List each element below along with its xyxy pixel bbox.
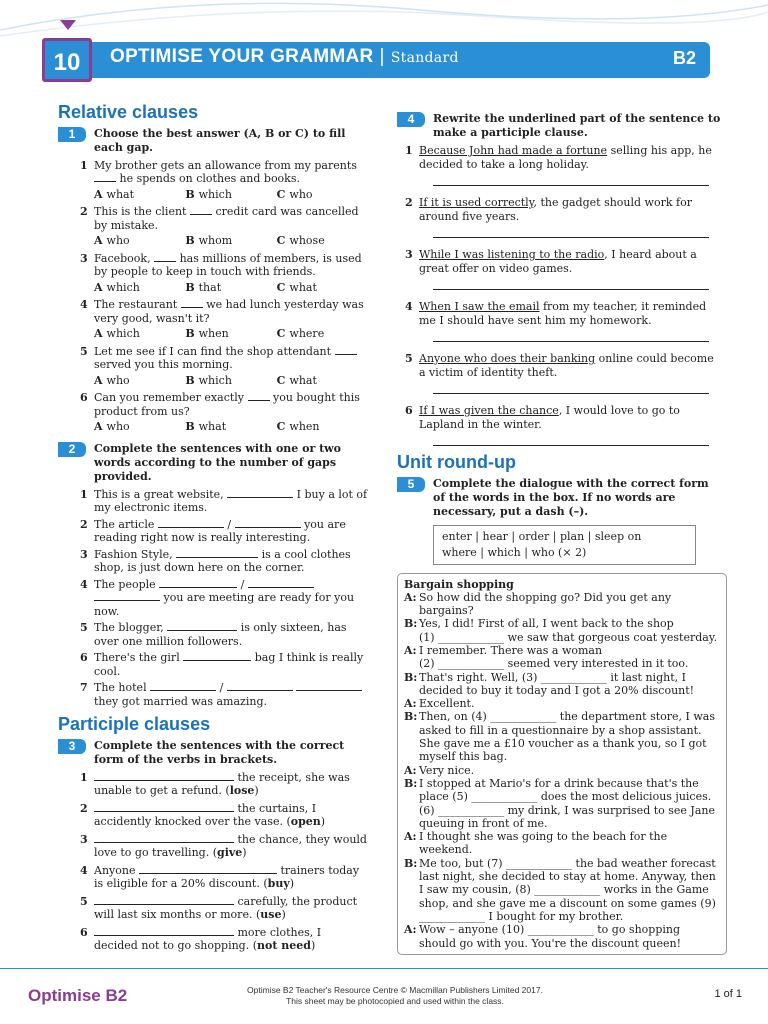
speaker-label: A: <box>404 923 417 937</box>
question-post: has millions of members, is used by people to keep in touch with friends. <box>94 251 362 278</box>
speaker-label: B: <box>404 776 418 790</box>
dialogue-line <box>404 923 720 950</box>
answer-gap[interactable] <box>94 591 160 601</box>
dialogue-title: Bargain shopping <box>404 577 514 591</box>
dialogue-text: So how did the shopping go? Did you get any bargains? <box>419 590 672 618</box>
dialogue-line <box>404 710 720 763</box>
question-item <box>58 298 368 325</box>
question-rest: , the gadget should work for around five years. <box>419 196 692 223</box>
exercise-instruction: Complete the sentences with the correct form of the verbs in brackets. <box>94 738 345 766</box>
option <box>185 374 276 388</box>
question-pre: The restaurant <box>94 298 178 311</box>
option-text: where <box>289 327 325 340</box>
verb-prompt: buy <box>267 877 290 890</box>
question-number: 7 <box>80 681 88 694</box>
option-letter: B <box>185 234 195 247</box>
answer-gap[interactable] <box>335 345 357 355</box>
exercise-number: 1 <box>58 127 86 142</box>
speaker-label: B: <box>404 856 418 870</box>
dialogue-line <box>404 657 720 670</box>
page-title <box>110 46 459 68</box>
question-item <box>397 352 722 379</box>
answer-gap[interactable] <box>154 252 176 262</box>
question-item <box>397 300 722 327</box>
question-text <box>419 404 722 431</box>
question-number: 4 <box>80 298 88 311</box>
option-text: what <box>106 187 135 201</box>
option <box>94 327 185 341</box>
answer-gap[interactable] <box>94 833 234 843</box>
dialogue-line <box>404 644 720 657</box>
option-letter: A <box>94 373 103 387</box>
option-letter: C <box>276 280 286 294</box>
question-number: 3 <box>80 251 88 265</box>
option-text: who <box>289 187 313 201</box>
question-pre: Let me see if I can find the shop attendant <box>94 344 332 358</box>
verb-prompt: use <box>260 908 282 921</box>
speaker-label: A: <box>404 697 417 711</box>
option-text: what <box>289 280 317 294</box>
option-letter: A <box>94 234 103 247</box>
question-text <box>94 391 368 418</box>
question-text <box>94 205 368 232</box>
question-text <box>419 248 722 275</box>
answer-line[interactable] <box>433 177 709 186</box>
answer-gap[interactable] <box>181 298 203 308</box>
question-text <box>419 300 722 327</box>
exercise-4-header <box>397 112 722 140</box>
exercise-1-items <box>58 159 368 434</box>
question-text <box>94 298 368 325</box>
exercise-number: 5 <box>397 477 425 492</box>
answer-gap[interactable] <box>296 681 362 691</box>
question-item <box>58 926 368 953</box>
underlined-part: Because John had made a fortune <box>419 144 608 157</box>
question-post: is a cool clothes shop, is just down here on the corner. <box>94 547 351 574</box>
question-post: we had lunch yesterday was very good, wasn't it? <box>94 298 364 325</box>
exercise-3-items <box>58 771 368 953</box>
dialogue-line <box>404 671 720 698</box>
unit-marker-icon <box>60 20 76 30</box>
question-item <box>58 345 368 372</box>
option <box>277 281 368 295</box>
question-item <box>58 518 368 545</box>
answer-gap[interactable] <box>190 205 212 215</box>
word-box-row: where | which | who (× 2) <box>442 545 587 559</box>
option <box>185 234 276 248</box>
question-number: 5 <box>80 894 88 908</box>
underlined-part: If it is used correctly <box>419 196 534 209</box>
option <box>94 374 185 388</box>
exercise-5-header <box>397 477 722 519</box>
speaker-label: B: <box>404 710 418 724</box>
question-item <box>58 578 368 619</box>
dialogue-line <box>404 777 720 830</box>
exercise-2-header <box>58 442 368 484</box>
title-subtitle: Standard <box>390 50 459 66</box>
answer-gap[interactable] <box>183 651 251 661</box>
dialogue-text: Excellent. <box>419 697 475 711</box>
option <box>185 188 276 202</box>
question-number: 2 <box>80 205 88 218</box>
question-item <box>58 895 368 922</box>
answer-line[interactable] <box>433 385 709 394</box>
dialogue-text: Yes, I did! First of all, I went back to the shop <box>419 617 674 631</box>
question-number: 2 <box>80 517 88 531</box>
question-rest: , I would love to go to Lapland in the winter. <box>419 404 680 431</box>
question-text <box>419 196 722 223</box>
dialogue-text: I remember. There was a woman <box>419 643 603 657</box>
question-text: the chance, they would love to go travelling. (give) <box>94 832 367 859</box>
option-text: who <box>106 373 130 387</box>
option-letter: C <box>276 420 286 433</box>
question-number: 6 <box>80 651 88 664</box>
page-number: 1 of 1 <box>714 988 742 1000</box>
question-pre: There's the girl <box>94 651 180 664</box>
dialogue-line <box>404 764 720 777</box>
option <box>94 420 185 434</box>
section-participle-clauses: Participle clauses <box>58 714 211 734</box>
answer-gap[interactable] <box>94 926 234 936</box>
dialogue-line <box>404 697 720 710</box>
question-post: the chance, they would love to go travelling. <box>94 832 367 859</box>
question-pre: This is a great website, <box>94 487 224 501</box>
speaker-label: A: <box>404 830 417 844</box>
answer-gap[interactable] <box>159 578 237 588</box>
underlined-part: While I was listening to the radio <box>419 248 605 261</box>
answer-gap[interactable] <box>167 621 237 631</box>
question-number: 5 <box>80 344 88 358</box>
exercise-1-header <box>58 127 368 155</box>
question-number: 2 <box>80 801 88 815</box>
option-text: which <box>198 373 232 387</box>
answer-line[interactable] <box>433 281 709 290</box>
dialogue-line <box>404 631 720 644</box>
verb-prompt: lose <box>229 784 255 797</box>
question-post: served you this morning. <box>94 358 233 371</box>
option-text: which <box>106 327 140 340</box>
word-box-row: enter | hear | order | plan | sleep on <box>442 529 642 543</box>
section-relative-clauses: Relative clauses <box>58 102 199 122</box>
underlined-part: Anyone who does their banking <box>419 352 596 365</box>
question-post: I buy a lot of my electronic items. <box>94 487 368 514</box>
speaker-label: B: <box>404 670 418 684</box>
dialogue-text: I stopped at Mario's for a drink because that's the place (5) ____________ does the most delicious juices. (6) ____________ my drink, I was surprised to see Jane queuing in front of me. <box>419 776 715 830</box>
question-post: trainers today is eligible for a 20% discount. <box>94 863 360 890</box>
option-letter: B <box>185 420 195 433</box>
dialogue-line <box>404 617 720 630</box>
answer-gap[interactable] <box>94 771 234 781</box>
question-pre: The people <box>94 577 156 591</box>
question-item <box>58 548 368 575</box>
question-text: The hotel / they got married was amazing. <box>94 681 368 708</box>
option-letter: B <box>185 280 195 294</box>
dialogue-line <box>404 591 720 618</box>
question-number: 1 <box>405 144 413 157</box>
question-post: is only sixteen, has over one million followers. <box>94 621 347 648</box>
option <box>277 420 368 434</box>
option <box>94 188 185 202</box>
question-number: 6 <box>405 404 413 417</box>
question-post: more clothes, I decided not to go shopping. <box>94 925 322 952</box>
question-number: 2 <box>405 196 413 209</box>
answer-gap[interactable] <box>158 518 224 528</box>
level-badge: B2 <box>672 48 696 68</box>
question-number: 4 <box>80 863 88 877</box>
question-text <box>94 159 368 186</box>
answer-line[interactable] <box>433 333 709 342</box>
question-item <box>397 144 722 171</box>
verb-prompt: not need <box>257 939 311 952</box>
speaker-label: A: <box>404 643 417 657</box>
option <box>277 327 368 341</box>
answer-options <box>58 420 368 434</box>
question-rest: from my teacher, it reminded me I should have sent him my homework. <box>419 300 707 327</box>
option-letter: B <box>185 373 195 387</box>
exercise-instruction: Complete the dialogue with the correct form of the words in the box. If no words are necessary, put a dash (–). <box>433 476 709 518</box>
option-text: who <box>106 234 130 247</box>
question-number: 4 <box>80 577 88 591</box>
exercise-number: 3 <box>58 739 86 754</box>
option-text: whose <box>289 234 325 247</box>
question-post: you are reading right now is really interesting. <box>94 517 346 544</box>
option-text: who <box>106 420 130 433</box>
exercise-4-items <box>397 144 722 446</box>
option-text: which <box>198 187 232 201</box>
question-pre: The hotel <box>94 681 147 694</box>
option-letter: C <box>276 373 286 387</box>
left-column <box>58 102 368 957</box>
question-text <box>94 345 368 372</box>
speaker-label: B: <box>404 617 418 631</box>
question-number: 5 <box>405 352 413 365</box>
dialogue-text: That's right. Well, (3) ____________ it last night, I decided to buy it today and I got a 20% discount! <box>419 670 695 697</box>
answer-gap[interactable] <box>227 681 293 691</box>
option-letter: B <box>185 327 195 340</box>
answer-gap[interactable] <box>150 681 216 691</box>
option <box>277 374 368 388</box>
question-post: carefully, the product will last six months or more. <box>94 894 358 921</box>
option-letter: C <box>276 187 286 201</box>
underlined-part: When I saw the email <box>419 300 540 313</box>
answer-gap[interactable] <box>227 488 293 498</box>
answer-line[interactable] <box>433 229 709 238</box>
underlined-part: If I was given the chance <box>419 404 559 417</box>
copyright-line: Optimise B2 Teacher's Resource Centre © Macmillan Publishers Limited 2017. <box>247 985 543 995</box>
question-post: he spends on clothes and books. <box>119 172 300 185</box>
answer-gap[interactable] <box>235 518 301 528</box>
question-item <box>58 833 368 860</box>
question-number: 3 <box>80 832 88 846</box>
option <box>185 327 276 341</box>
word-box <box>433 525 696 565</box>
question-rest: , I heard about a great offer on video games. <box>419 248 697 275</box>
option-letter: C <box>276 234 286 247</box>
answer-gap[interactable] <box>248 391 270 401</box>
question-text <box>94 488 368 515</box>
verb-prompt: give <box>217 846 243 859</box>
dialogue-box <box>397 573 727 955</box>
question-item <box>58 391 368 418</box>
question-text: Anyone trainers today is eligible for a 20% discount. (buy) <box>94 863 360 890</box>
question-post: you are meeting are ready for you now. <box>94 591 355 618</box>
speaker-label <box>404 631 419 644</box>
question-post: credit card was cancelled by mistake. <box>94 205 359 232</box>
question-pre: My brother gets an allowance from my parents <box>94 158 357 172</box>
question-number: 5 <box>80 621 88 634</box>
footer-copyright <box>230 985 560 1007</box>
question-post: you bought this product from us? <box>94 391 360 418</box>
option-text: when <box>289 420 320 433</box>
question-item <box>58 252 368 279</box>
question-post: the receipt, she was unable to get a refund. <box>94 770 350 797</box>
speaker-label: A: <box>404 763 417 777</box>
option-text: which <box>106 280 140 294</box>
exercise-number: 2 <box>58 442 86 457</box>
answer-options <box>58 327 368 341</box>
speaker-label: A: <box>404 590 417 604</box>
dialogue-text: Very nice. <box>419 763 475 777</box>
question-number: 6 <box>80 391 88 404</box>
question-post: the curtains, I accidently knocked over the vase. <box>94 801 317 828</box>
answer-options <box>58 374 368 388</box>
question-item <box>58 621 368 648</box>
question-pre: Can you remember exactly <box>94 391 245 404</box>
question-rest: online could become a victim of identity theft. <box>419 352 714 379</box>
decorative-arc <box>0 0 768 40</box>
question-item <box>58 771 368 798</box>
option-letter: A <box>94 187 103 201</box>
option <box>185 281 276 295</box>
unit-number: 10 <box>42 38 92 82</box>
exercise-instruction: Choose the best answer (A, B or C) to fill each gap. <box>94 126 346 154</box>
title-main: OPTIMISE YOUR GRAMMAR <box>110 46 374 67</box>
option <box>277 234 368 248</box>
question-pre: The article <box>94 517 155 531</box>
question-text: more clothes, I decided not to go shopping. (not need) <box>94 925 322 952</box>
answer-gap[interactable] <box>94 895 234 905</box>
exercise-instruction: Rewrite the underlined part of the sentence to make a participle clause. <box>433 112 721 139</box>
answer-gap[interactable] <box>94 802 234 812</box>
exercise-number: 4 <box>397 112 425 127</box>
verb-prompt: open <box>290 815 321 828</box>
question-number: 3 <box>80 547 88 561</box>
footer-divider <box>0 968 768 969</box>
question-item <box>397 196 722 223</box>
question-item <box>397 404 722 431</box>
dialogue-text: (1) ____________ we saw that gorgeous coat yesterday. <box>419 630 718 644</box>
question-item <box>58 488 368 515</box>
option <box>185 420 276 434</box>
question-pre: Anyone <box>94 863 136 877</box>
question-item <box>58 651 368 678</box>
answer-gap[interactable] <box>248 578 314 588</box>
question-text <box>94 252 368 279</box>
dialogue-lines <box>404 591 720 950</box>
title-separator: | <box>379 46 385 67</box>
speaker-label <box>404 657 419 670</box>
question-item <box>397 248 722 275</box>
question-text <box>94 621 368 648</box>
option-letter: C <box>276 327 286 340</box>
answer-options <box>58 234 368 248</box>
question-text <box>94 548 368 575</box>
answer-line[interactable] <box>433 437 709 446</box>
option-letter: A <box>94 420 103 433</box>
question-pre: This is the client <box>94 205 187 218</box>
option <box>277 188 368 202</box>
question-text: the curtains, I accidently knocked over the vase. (open) <box>94 801 326 828</box>
question-number: 6 <box>80 925 88 939</box>
answer-gap[interactable] <box>176 548 258 558</box>
question-text: The article / you are reading right now is really interesting. <box>94 517 346 544</box>
option-letter: A <box>94 327 103 340</box>
copyright-line: This sheet may be photocopied and used within the class. <box>286 996 504 1006</box>
exercise-instruction: Complete the sentences with one or two words according to the number of gaps provided. <box>94 441 341 483</box>
question-post: bag I think is really cool. <box>94 651 364 678</box>
dialogue-text: Then, on (4) ____________ the department store, I was asked to fill in a questionnaire by a shop assistant. She gave me a £10 voucher as a thank you, so I got myself this bag. <box>419 710 715 764</box>
section-unit-round-up: Unit round-up <box>397 452 516 472</box>
question-text <box>419 352 722 379</box>
dialogue-line <box>404 830 720 857</box>
option-letter: A <box>94 280 103 294</box>
question-number: 4 <box>405 300 413 313</box>
question-rest: selling his app, he decided to take a long holiday. <box>419 144 712 171</box>
footer-brand: Optimise B2 <box>28 986 128 1005</box>
question-number: 3 <box>405 248 413 261</box>
exercise-3-header <box>58 739 368 767</box>
question-number: 1 <box>80 770 88 784</box>
question-text: The people / you are meeting are ready for you now. <box>94 577 355 618</box>
question-text <box>419 144 722 171</box>
question-text: carefully, the product will last six months or more. (use) <box>94 894 358 921</box>
option <box>94 234 185 248</box>
option-text: what <box>198 420 227 433</box>
question-number: 1 <box>80 487 88 501</box>
dialogue-text: (2) ____________ seemed very interested in it too. <box>419 657 689 671</box>
question-pre: Facebook, <box>94 251 151 265</box>
option-text: what <box>289 373 317 387</box>
question-text <box>94 651 368 678</box>
question-item <box>58 159 368 186</box>
question-number: 1 <box>80 158 88 172</box>
exercise-2-items <box>58 488 368 709</box>
question-pre: Fashion Style, <box>94 547 173 561</box>
question-item <box>58 864 368 891</box>
answer-gap[interactable] <box>94 172 116 182</box>
question-item <box>58 802 368 829</box>
right-column <box>397 112 722 955</box>
option <box>94 281 185 295</box>
question-item <box>58 681 368 708</box>
question-item <box>58 205 368 232</box>
option-text: that <box>198 280 222 294</box>
answer-options <box>58 188 368 202</box>
answer-gap[interactable] <box>139 864 277 874</box>
option-letter: B <box>185 187 195 201</box>
question-post: they got married was amazing. <box>94 694 267 708</box>
answer-options <box>58 281 368 295</box>
option-text: whom <box>198 234 233 247</box>
dialogue-text: Me too, but (7) ____________ the bad weather forecast last night, she decided to stay at home. Anyway, then I saw my cousin, (8) ____________ works in the Game shop, and she gave me a discount on some games (9) ____________ I bought for my brother. <box>419 856 716 923</box>
option-text: when <box>198 327 229 340</box>
dialogue-text: I thought she was going to the beach for the weekend. <box>419 830 668 857</box>
dialogue-text: Wow – anyone (10) ____________ to go shopping should go with you. You're the discount queen! <box>419 923 682 950</box>
question-text: the receipt, she was unable to get a refund. (lose) <box>94 770 350 797</box>
dialogue-line <box>404 857 720 923</box>
question-pre: The blogger, <box>94 621 164 634</box>
